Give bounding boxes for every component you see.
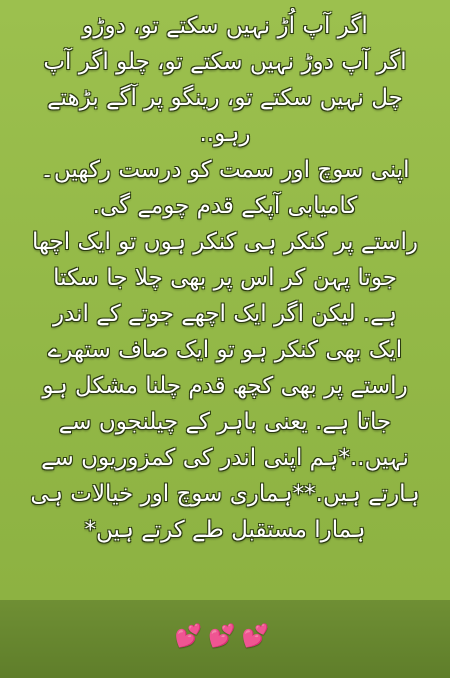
quote-line: جاتا ہے. یعنی باہر کے چیلنجوں سے [58, 409, 392, 435]
quote-line: ہارتے ہیں.**ہماری سوچ اور خیالات ہی [30, 481, 420, 507]
quote-line: جوتا پہن کر اس پر بھی چلا جا سکتا [53, 265, 397, 291]
quote-line: اگر آپ دوڑ نہیں سکتے تو، چلو اگر آپ [43, 49, 407, 75]
quote-line: راستے پر کنکر ہی کنکر ہوں تو ایک اچھا [31, 229, 419, 255]
quote-line: ہمارا مستقبل طے کرتے ہیں* [84, 517, 366, 543]
quote-line: اپنی سوچ اور سمت کو درست رکھیں۔ [40, 157, 410, 183]
quote-line: ایک بھی کنکر ہو تو ایک صاف ستھرے [47, 337, 403, 363]
quote-line: رہو.. [199, 121, 251, 147]
quote-line: ہے. لیکن اگر ایک اچھے جوتے کے اندر [52, 301, 398, 327]
quote-line: چل نہیں سکتے تو، رینگو پر آگے بڑھتے [47, 85, 403, 111]
quote-line: نہیں..*ہم اپنی اندر کی کمزوریوں سے [41, 445, 409, 471]
quote-line: راستے پر بھی کچھ قدم چلنا مشکل ہو [42, 373, 408, 399]
hearts-emoji: 💕💕💕 [174, 624, 276, 649]
quote-line: کامیابی آپکے قدم چومے گی. [92, 193, 358, 219]
quote-line: اگر آپ اُڑ نہیں سکتے تو، دوڑو [82, 13, 368, 39]
